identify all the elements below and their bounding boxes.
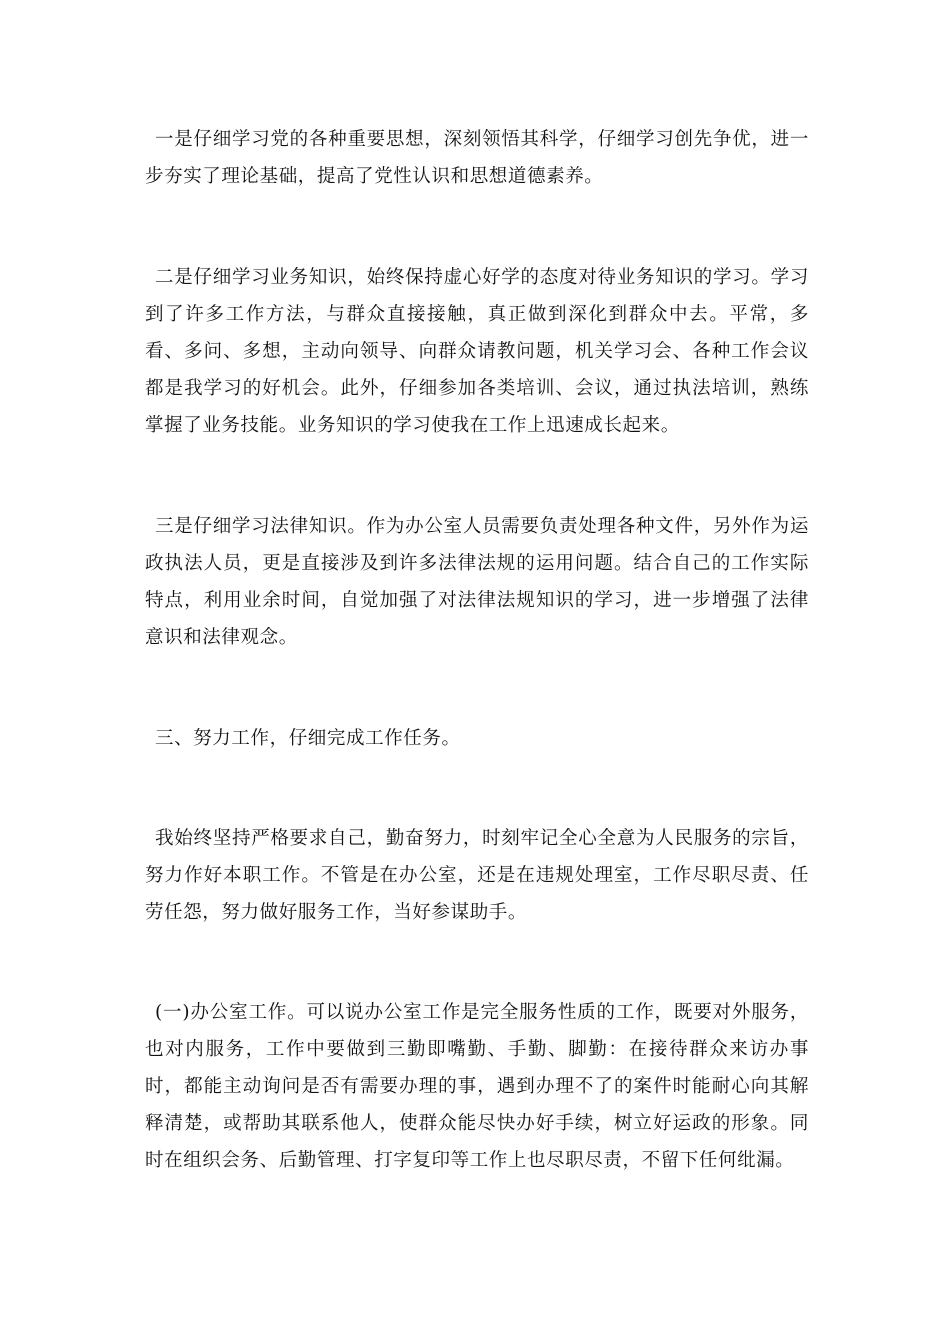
paragraph-business-study: 二是仔细学习业务知识，始终保持虚心好学的态度对待业务知识的学习。学习到了许多工作方法，与群众直接接触，真正做到深化到群众中去。平常，多看、多问、多想，主动向领导、向群众请教问题，机关学习会、各种工作会议都是我学习的好机会。此外，仔细参加各类培训、会议，通过执法培训，熟练掌握了业务技能。业务知识的学习使我在工作上迅速成长起来。: [145, 267, 809, 436]
paragraph-office-work: (一)办公室工作。可以说办公室工作是完全服务性质的工作，既要对外服务，也对内服务，工作中要做到三勤即嘴勤、手勤、脚勤：在接待群众来访办事时，都能主动询问是否有需要办理的事，遇到办理不了的案件时能耐心向其解释清楚，或帮助其联系他人，使群众能尽快办好手续，树立好运政的形象。同时在组织会务、后勤管理、打字复印等工作上也尽职尽责，不留下任何纰漏。: [145, 1002, 809, 1171]
paragraph-work-attitude: 我始终坚持严格要求自己，勤奋努力，时刻牢记全心全意为人民服务的宗旨，努力作好本职工作。不管是在办公室，还是在违规处理室，工作尽职尽责、任劳任怨，努力做好服务工作，当好参谋助手。: [145, 828, 809, 923]
paragraph-law-study: 三是仔细学习法律知识。作为办公室人员需要负责处理各种文件，另外作为运政执法人员，更是直接涉及到许多法律法规的运用问题。结合自己的工作实际特点，利用业余时间，自觉加强了对法律法规知识的学习，进一步增强了法律意识和法律观念。: [145, 516, 809, 648]
section-heading-work: 三、努力工作，仔细完成工作任务。: [155, 728, 461, 749]
paragraph-theory-study: 一是仔细学习党的各种重要思想，深刻领悟其科学，仔细学习创先争优，进一步夯实了理论基础，提高了党性认识和思想道德素养。: [145, 129, 809, 187]
